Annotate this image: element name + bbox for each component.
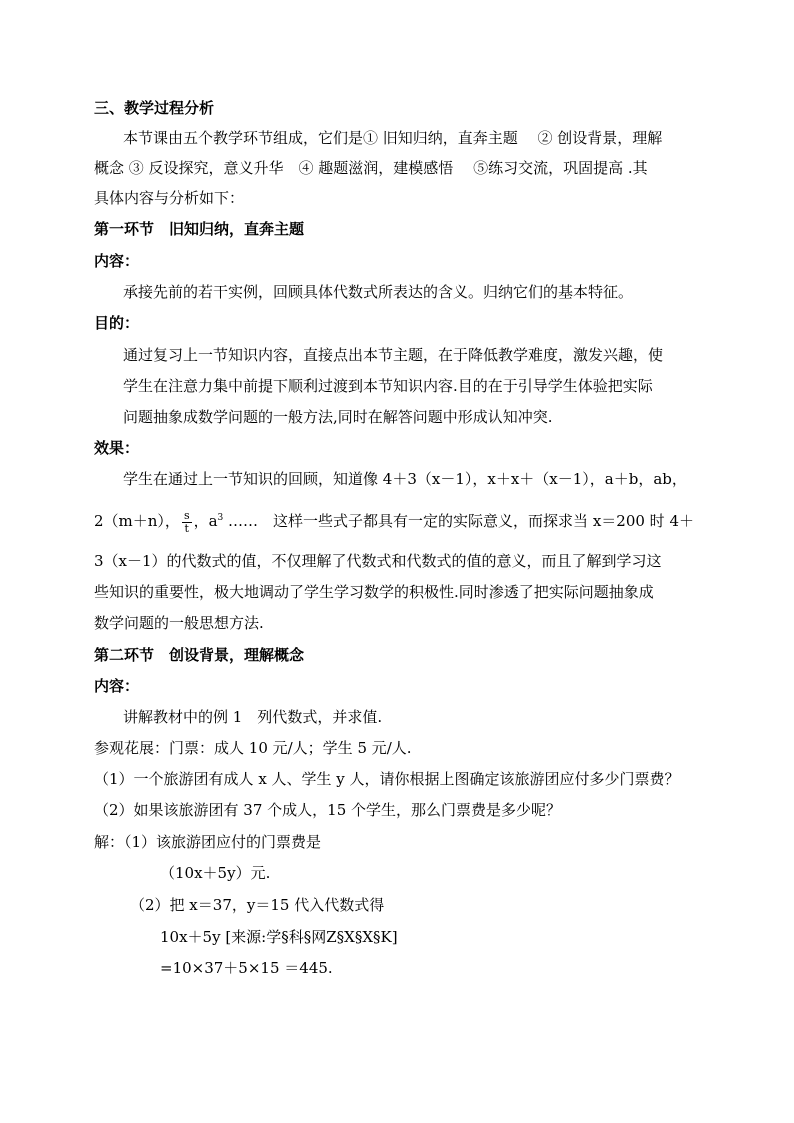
solution-2-result: =10×37＋5×15 ＝445.	[160, 959, 333, 977]
part1-goal-label: 目的：	[94, 314, 140, 332]
reference-line: 参观花展：门票：成人 10 元/人；学生 5 元/人.	[94, 739, 412, 757]
intro-line-1: 本节课由五个教学环节组成，它们是① 旧知归纳，直奔主题 ② 创设背景，理解	[123, 129, 663, 147]
part1-goal-line-2: 学生在注意力集中前提下顺利过渡到本节知识内容.目的在于引导学生体验把实际	[123, 377, 653, 395]
part2-content-label: 内容：	[94, 677, 140, 695]
part1-heading: 第一环节 旧知归纳，直奔主题	[94, 220, 305, 238]
solution-2: （2）把 x＝37，y＝15 代入代数式得	[130, 896, 385, 914]
intro-line-3: 具体内容与分析如下：	[94, 189, 245, 207]
part1-effect-line-5: 数学问题的一般思想方法.	[94, 614, 264, 632]
part1-effect-line-2	[94, 508, 694, 535]
solution-2-expression: 10x＋5y [来源:学§科§网Z§X§X§K]	[160, 928, 398, 946]
section-title: 三、教学过程分析	[94, 99, 215, 117]
question-2: （2）如果该旅游团有 37 个成人，15 个学生，那么门票费是多少呢？	[94, 801, 562, 819]
solution-1: 解：（1）该旅游团应付的门票费是	[94, 833, 322, 851]
part1-goal-line-3: 问题抽象成数学问题的一般方法,同时在解答问题中形成认知冲突.	[123, 408, 553, 426]
part1-content-label: 内容：	[94, 252, 140, 270]
part2-content-text: 讲解教材中的例 1 列代数式，并求值.	[123, 708, 383, 726]
part1-content-text: 承接先前的若干实例，回顾具体代数式所表达的含义。归纳它们的基本特征。	[123, 283, 634, 301]
part1-goal-line-1: 通过复习上一节知识内容，直接点出本节主题，在于降低教学难度，激发兴趣，使	[123, 346, 664, 364]
solution-1-expression: （10x＋5y）元.	[160, 864, 271, 882]
part1-effect-line-3: 3（x－1）的代数式的值，不仅理解了代数式和代数式的值的意义，而且了解到学习这	[94, 552, 662, 570]
intro-line-2: 概念 ③ 反设探究，意义升华 ④ 趣题滋润，建模感悟 ⑤练习交流，巩固提高 .其	[94, 159, 648, 177]
question-1: （1）一个旅游团有成人 x 人、学生 y 人，请你根据上图确定该旅游团应付多少门票费？	[94, 770, 680, 788]
part1-effect-line-4: 些知识的重要性，极大地调动了学生学习数学的积极性.同时渗透了把实际问题抽象成	[94, 583, 654, 601]
expr-2mn: 2（m＋n），	[94, 512, 180, 530]
expr-a: ，a	[193, 512, 218, 530]
fraction-s-over-t	[182, 510, 192, 535]
fraction-denominator: t	[184, 521, 189, 535]
effect-line-2-rest: …… 这样一些式子都具有一定的实际意义，而探求当 x＝200 时 4＋	[223, 512, 694, 530]
part2-heading: 第二环节 创设背景，理解概念	[94, 646, 305, 664]
exponent-3: 3	[217, 513, 224, 523]
fraction-numerator: s	[183, 508, 190, 522]
part1-effect-label: 效果：	[94, 439, 140, 457]
part1-effect-line-1: 学生在通过上一节知识的回顾，知道像 4＋3（x－1），x＋x＋（x－1），a＋b，ab，	[123, 470, 687, 488]
